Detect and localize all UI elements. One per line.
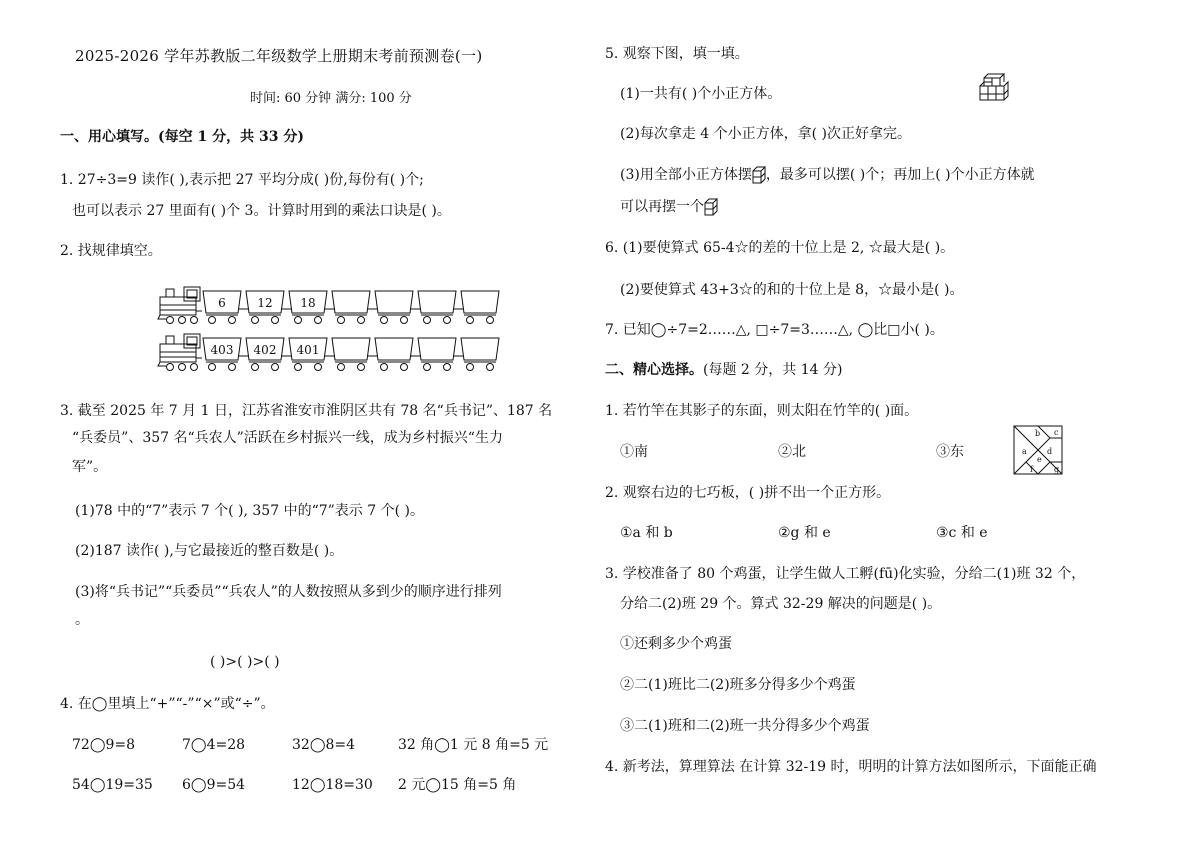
locomotive-icon — [158, 334, 202, 371]
train-car — [461, 291, 499, 324]
train-car-number: 18 — [300, 296, 316, 310]
tangram-label: b — [1035, 429, 1041, 438]
tangram-label: d — [1047, 447, 1053, 456]
q3-line1: 3. 截至 2025 年 7 月 1 日，江苏省淮安市淮阴区共有 78 名“兵书记”、187 名 — [60, 403, 553, 419]
cuboid-icon — [704, 198, 718, 216]
tangram-label: c — [1054, 428, 1059, 437]
tangram-label: g — [1054, 465, 1060, 474]
q4-item: 12◯18=30 — [292, 777, 373, 793]
c3-line2: 分给二(2)班 29 个。算式 32-29 解决的问题是( )。 — [620, 596, 942, 612]
q5-sub3-text: (3)用全部小正方体摆 — [620, 167, 752, 183]
c2-option: ①a 和 b — [620, 525, 673, 541]
q4-item: 32◯8=4 — [292, 737, 356, 753]
q3-sub3-end: 。 — [75, 612, 89, 628]
train-figure-2 — [158, 332, 468, 374]
c2-option: ③c 和 e — [936, 525, 988, 541]
q4-item: 54◯19=35 — [72, 777, 153, 793]
c4-line: 4. 新考法，算理算法 在计算 32-19 时，明明的计算方法如图所示，下面能正确 — [605, 759, 1097, 775]
c1-option: ②北 — [778, 444, 806, 460]
q4-item: 2 元◯15 角=5 角 — [398, 777, 517, 793]
q3-order-blanks: ( )>( )>( ) — [210, 654, 280, 670]
exam-title: 2025-2026 学年苏教版二年级数学上册期末考前预测卷(一) — [75, 47, 483, 65]
q6-line1: 6. (1)要使算式 65-4☆的差的十位上是 2, ☆最大是( )。 — [605, 240, 955, 256]
q4-prompt: 4. 在◯里填上“+”“-”“×”或“÷”。 — [60, 696, 275, 712]
train-car — [461, 338, 499, 371]
train-car — [375, 338, 421, 371]
train-car — [418, 338, 464, 371]
c3-option: ①还剩多少个鸡蛋 — [620, 636, 732, 652]
q4-item: 6◯9=54 — [182, 777, 246, 793]
q7-line: 7. 已知◯÷7=2……△, □÷7=3……△, ◯比□小( )。 — [605, 322, 944, 338]
train-figure-1 — [158, 285, 468, 327]
train-car — [246, 291, 292, 324]
train-car — [246, 338, 292, 371]
locomotive-icon — [158, 287, 202, 324]
q3-sub2: (2)187 读作( ),与它最接近的整百数是( )。 — [75, 543, 344, 559]
section-2-heading-rest: (每题 2 分，共 14 分) — [703, 362, 843, 378]
train-car-number: 402 — [253, 343, 277, 357]
c3-option: ③二(1)班和二(2)班一共分得多少个鸡蛋 — [620, 718, 870, 734]
right-column — [600, 0, 1200, 848]
train-car — [332, 338, 378, 371]
train-car — [203, 338, 249, 371]
train-car — [203, 291, 249, 324]
q3-line3: 军”。 — [72, 459, 108, 475]
q5-sub3-cont — [620, 197, 718, 217]
q5-sub1: (1)一共有( )个小正方体。 — [620, 86, 782, 102]
q3-sub3: (3)将“兵书记”“兵委员”“兵农人”的人数按照从多到少的顺序进行排列 — [75, 584, 502, 600]
section-2-heading-bold: 二、精心选择。 — [605, 362, 703, 378]
c1-option: ③东 — [936, 444, 964, 460]
q1-line1: 1. 27÷3=9 读作( ),表示把 27 平均分成( )份,每份有( )个; — [60, 172, 424, 188]
cuboid-icon — [752, 166, 766, 184]
train-car — [289, 291, 335, 324]
train-car — [375, 291, 421, 324]
q4-item: 32 角◯1 元 8 角=5 元 — [398, 737, 549, 753]
section-2-heading — [605, 360, 842, 380]
c2-option: ②g 和 e — [778, 525, 831, 541]
q5-sub3 — [620, 165, 1035, 185]
tangram-label: f — [1030, 465, 1033, 474]
c2-prompt: 2. 观察右边的七巧板，( )拼不出一个正方形。 — [605, 485, 891, 501]
cube-stack-icon — [978, 74, 1018, 102]
q3-sub1: (1)78 中的“7”表示 7 个( ), 357 中的“7”表示 7 个( )。 — [75, 503, 424, 519]
train-car — [332, 291, 378, 324]
train-car-number: 12 — [257, 296, 273, 310]
train-car-number: 401 — [296, 343, 320, 357]
c1-prompt: 1. 若竹竿在其影子的东面，则太阳在竹竿的( )面。 — [605, 403, 919, 419]
c3-option: ②二(1)班比二(2)班多分得多少个鸡蛋 — [620, 677, 856, 693]
exam-info: 时间: 60 分钟 满分: 100 分 — [250, 91, 412, 106]
q5-sub3-text-3: 可以再摆一个 — [620, 199, 704, 215]
c3-line1: 3. 学校准备了 80 个鸡蛋，让学生做人工孵(fū)化实验，分给二(1)班 32 个， — [605, 566, 1086, 582]
q4-item: 72◯9=8 — [72, 737, 136, 753]
q4-item: 7◯4=28 — [182, 737, 246, 753]
section-1-heading: 一、用心填写。(每空 1 分，共 33 分) — [60, 129, 304, 145]
q5-sub2: (2)每次拿走 4 个小正方体，拿( )次正好拿完。 — [620, 126, 912, 142]
q5-sub3-text-2: ，最多可以摆( )个；再加上( )个小正方体就 — [765, 167, 1035, 183]
tangram-figure — [1013, 425, 1063, 475]
tangram-label: e — [1037, 455, 1042, 464]
q5-prompt: 5. 观察下图，填一填。 — [605, 46, 749, 62]
train-car — [289, 338, 335, 371]
q3-line2: “兵委员”、357 名“兵农人”活跃在乡村振兴一线，成为乡村振兴“生力 — [72, 430, 503, 446]
train-car-number: 403 — [210, 343, 234, 357]
q6-line2: (2)要使算式 43+3☆的和的十位上是 8，☆最小是( )。 — [620, 282, 964, 298]
q2-prompt: 2. 找规律填空。 — [60, 243, 162, 259]
tangram-label: a — [1022, 447, 1027, 456]
train-car-number: 6 — [218, 296, 226, 310]
train-car — [418, 291, 464, 324]
q1-line2: 也可以表示 27 里面有( )个 3。计算时用到的乘法口诀是( )。 — [72, 203, 451, 219]
c1-option: ①南 — [620, 444, 648, 460]
